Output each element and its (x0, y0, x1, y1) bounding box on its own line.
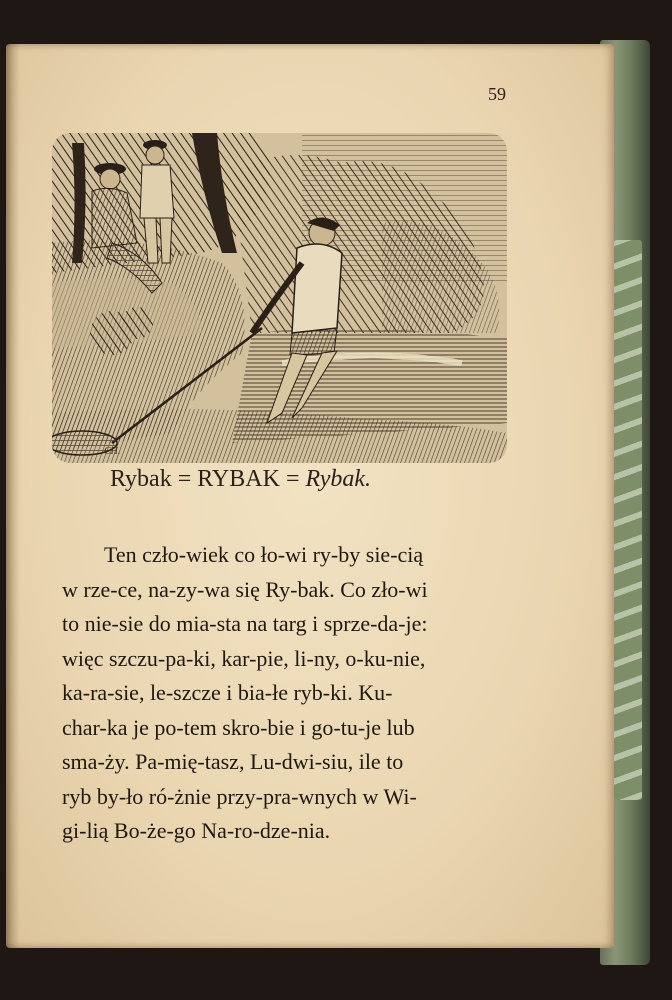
marbled-cover (614, 240, 642, 800)
artist-signature: CH. (104, 446, 121, 457)
text-line: w rze-ce, na-zy-wa się Ry-bak. Co zło-wi (62, 576, 428, 602)
text-line: więc szczu-pa-ki, kar-pie, li-ny, o-ku-nie, (62, 645, 426, 671)
engraving-picture (52, 133, 507, 463)
text-line: ryb by-ło ró-żnie przy-pra-wnych w Wi- (62, 783, 417, 809)
fisherman-engraving (52, 133, 507, 463)
page-number: 59 (488, 84, 506, 104)
text-line: Ten czło-wiek co ło-wi ry-by sie-cią (104, 542, 424, 567)
body-paragraph (62, 538, 532, 849)
caption-italic: Rybak. (305, 466, 372, 492)
caption (110, 466, 490, 493)
text-line: sma-ży. Pa-mię-tasz, Lu-dwi-siu, ile to (62, 749, 404, 774)
gutter-shadow (6, 44, 20, 948)
caption-equals-1: = (171, 466, 198, 492)
caption-caps: RYBAK (197, 466, 280, 492)
caption-roman: Rybak (110, 466, 172, 492)
text-line: gi-lią Bo-że-go Na-ro-dze-nia. (62, 818, 331, 843)
text-line: char-ka je po-tem skro-bie i go-tu-je lub (62, 714, 415, 740)
caption-equals-2: = (279, 466, 306, 492)
text-line: to nie-sie do mia-sta na targ i sprze-da-je: (62, 611, 428, 636)
text-line: ka-ra-sie, le-szcze i bia-łe ryb-ki. Ku- (62, 680, 393, 705)
